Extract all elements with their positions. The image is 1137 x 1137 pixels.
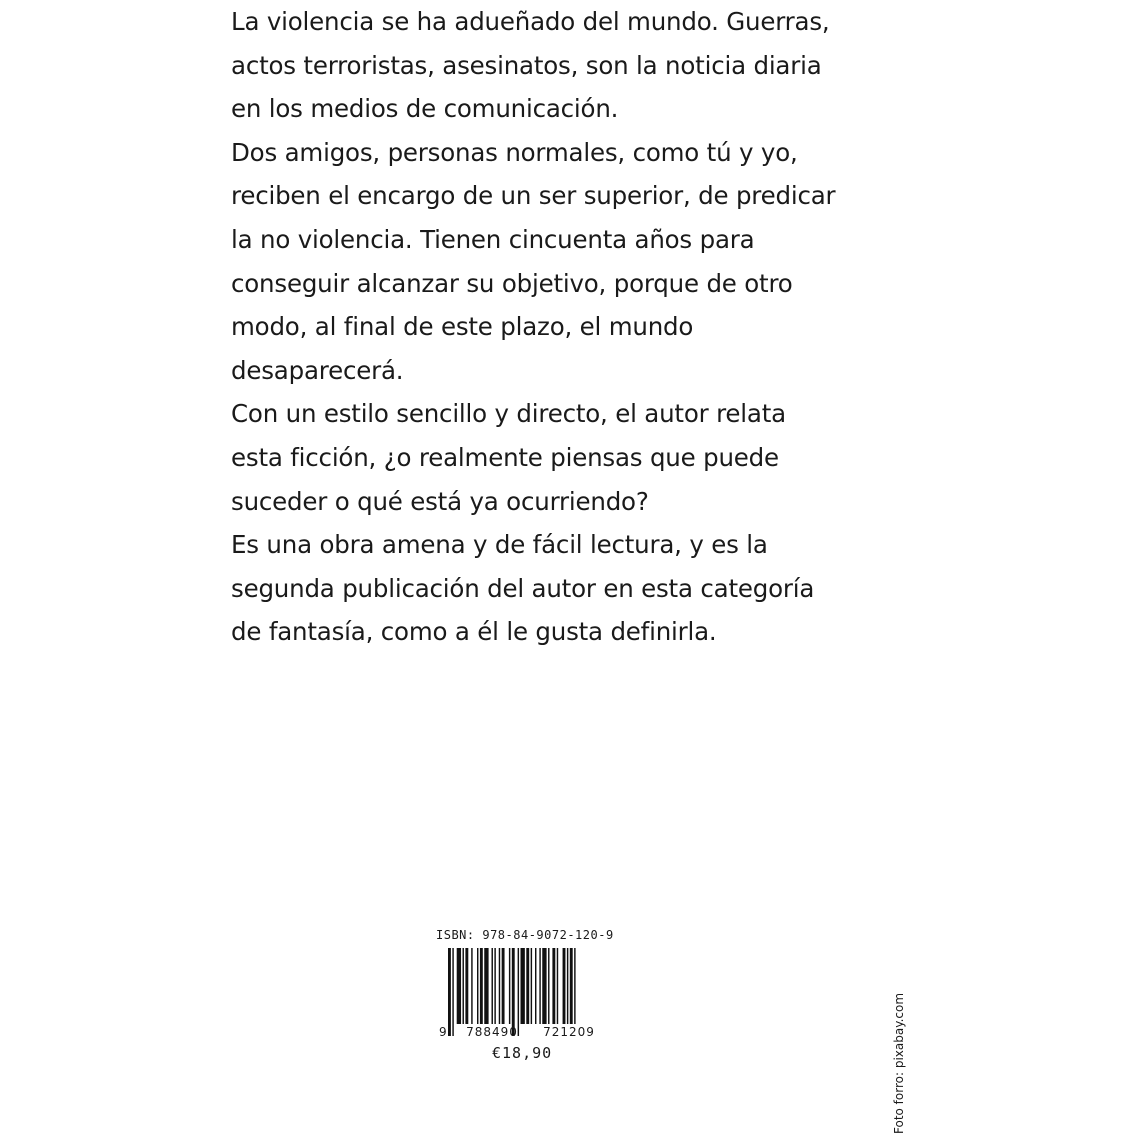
barcode-digit-first: 9 (439, 1025, 447, 1039)
blurb-line: Dos amigos, personas normales, como tú y yo, (231, 137, 798, 167)
barcode-bar (574, 948, 575, 1024)
barcode-bar (557, 948, 558, 1024)
blurb-line: conseguir alcanzar su objetivo, porque de otro (231, 268, 793, 298)
blurb-line: de fantasía, como a él le gusta definirla. (231, 617, 717, 647)
barcode-bar (452, 948, 453, 1036)
barcode-bar (499, 948, 500, 1024)
blurb-line: la no violencia. Tienen cincuenta años para (231, 224, 755, 254)
barcode-bar (526, 948, 529, 1024)
blurb-paragraph-4 (231, 523, 851, 654)
barcode-bar (567, 948, 568, 1024)
barcode-bar (539, 948, 540, 1024)
blurb-line: modo, al final de este plazo, el mundo (231, 312, 694, 342)
barcode-bars (448, 948, 576, 1036)
barcode-bar (552, 948, 555, 1024)
barcode-bar (563, 948, 566, 1024)
barcode-bar (542, 948, 546, 1024)
blurb-paragraph-1 (231, 0, 851, 131)
barcode-digits-left: 788490 (466, 1025, 518, 1039)
barcode-bar (548, 948, 549, 1024)
barcode-bar (477, 948, 478, 1024)
barcode-bar (492, 948, 493, 1024)
barcode-bar (531, 948, 532, 1024)
barcode-bar (494, 948, 495, 1024)
photo-credit-container (888, 978, 910, 1134)
barcode-bar (512, 948, 515, 1036)
blurb-line: desaparecerá. (231, 355, 404, 385)
blurb-paragraph-2 (231, 131, 851, 393)
barcode-bar (521, 948, 525, 1024)
barcode-bar (570, 948, 573, 1024)
isbn-barcode (436, 948, 616, 1040)
blurb-line: segunda publicación del autor en esta categoría (231, 573, 815, 603)
barcode-bar (502, 948, 505, 1024)
blurb-line: en los medios de comunicación. (231, 94, 619, 124)
blurb-line: suceder o qué está ya ocurriendo? (231, 486, 649, 516)
blurb-line: Con un estilo sencillo y directo, el autor relata (231, 399, 786, 429)
barcode-bar (463, 948, 464, 1024)
barcode-bar (448, 948, 451, 1036)
barcode-bar (471, 948, 472, 1024)
barcode-bar (484, 948, 488, 1024)
barcode-bar (465, 948, 468, 1024)
blurb-line: actos terroristas, asesinatos, son la noticia diaria (231, 50, 822, 80)
blurb-paragraph-3 (231, 392, 851, 523)
barcode-bar (509, 948, 510, 1024)
barcode-bar (518, 948, 519, 1036)
back-cover-blurb (231, 0, 851, 654)
photo-credit: Foto forro: pixabay.com (892, 992, 906, 1134)
barcode-bar (535, 948, 536, 1024)
price-label: €18,90 (492, 1044, 553, 1062)
blurb-line: Es una obra amena y de fácil lectura, y es la (231, 530, 768, 560)
barcode-bar (457, 948, 461, 1024)
barcode-digits-right: 721209 (543, 1025, 595, 1039)
blurb-line: esta ficción, ¿o realmente piensas que puede (231, 442, 779, 472)
barcode-bar (480, 948, 483, 1024)
blurb-line: reciben el encargo de un ser superior, de predicar (231, 181, 836, 211)
blurb-line: La violencia se ha adueñado del mundo. Guerras, (231, 7, 830, 36)
isbn-label: ISBN: 978-84-9072-120-9 (436, 928, 614, 942)
